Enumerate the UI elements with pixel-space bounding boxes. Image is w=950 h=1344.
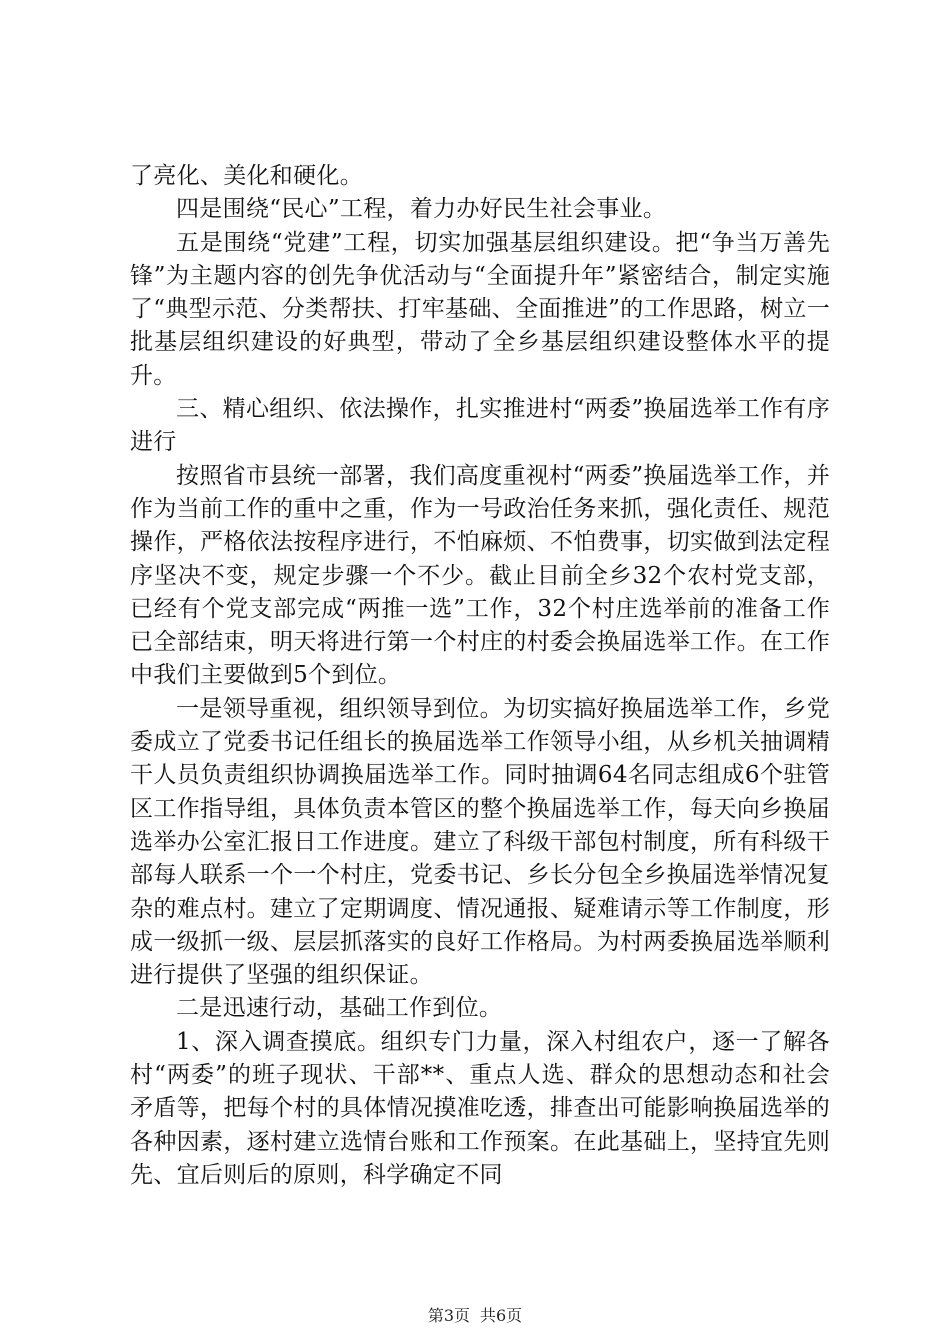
paragraph-election-overview: 按照省市县统一部署，我们高度重视村“两委”换届选举工作，并作为当前工作的重中之重，作为一号政治任务来抓，强化责任、规范操作，严格依法按程序进行，不怕麻烦、不怕费事，切实做到法定程序坚决不变，规定步骤一个不少。截止目前全乡32个农村党支部，已经有个党支部完成“两推一选”工作，32个村庄选举前的准备工作已全部结束，明天将进行第一个村庄的村委会换届选举工作。在工作中我们主要做到5个到位。 xyxy=(130,462,830,689)
section-heading-three: 三、精心组织、依法操作，扎实推进村“两委”换届选举工作有序进行 xyxy=(130,396,830,456)
paragraph-minxin: 四是围绕“民心”工程，着力办好民生社会事业。 xyxy=(176,196,667,223)
paragraph-continuation: 了亮化、美化和硬化。 xyxy=(130,163,363,189)
paragraph-dangjian: 五是围绕“党建”工程，切实加强基层组织建设。把“争当万善先锋”为主题内容的创先争优活动与“全面提升年”紧密结合，制定实施了“典型示范、分类帮扶、打牢基础、全面推进”的工作思路，树立一批基层组织建设的好典型，带动了全乡基层组织建设整体水平的提升。 xyxy=(130,229,830,389)
page-footer xyxy=(0,1306,950,1326)
page-total: 共6页 xyxy=(480,1306,523,1325)
paragraph-rapid-action: 二是迅速行动，基础工作到位。 xyxy=(176,995,503,1022)
document-body xyxy=(130,160,830,1192)
page-number: 第3页 xyxy=(427,1306,470,1325)
paragraph-leadership: 一是领导重视，组织领导到位。为切实搞好换届选举工作，乡党委成立了党委书记任组长的换届选举工作领导小组，从乡机关抽调精干人员负责组织协调换届选举工作。同时抽调64名同志组成6个驻管区工作指导组，具体负责本管区的整个换届选举工作，每天向乡换届选举办公室汇报日工作进度。建立了科级干部包村制度，所有科级干部每人联系一个一个村庄，党委书记、乡长分包全乡换届选举情况复杂的难点村。建立了定期调度、情况通报、疑难请示等工作制度，形成一级抓一级、层层抓落实的良好工作格局。为村两委换届选举顺利进行提供了坚强的组织保证。 xyxy=(130,695,830,989)
paragraph-investigation: 1、深入调查摸底。组织专门力量，深入村组农户，逐一了解各村“两委”的班子现状、干部**、重点人选、群众的思想动态和社会矛盾等，把每个村的具体情况摸准吃透，排查出可能影响换届选举的各种因素，逐村建立选情台账和工作预案。在此基础上，坚持宜先则先、宜后则后的原则，科学确定不同 xyxy=(130,1028,830,1188)
